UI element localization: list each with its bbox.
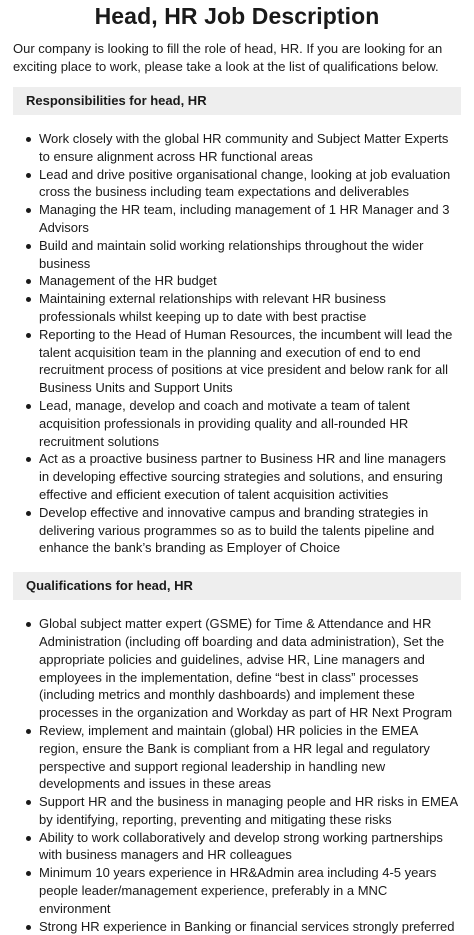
list-item: Review, implement and maintain (global) HR policies in the EMEA region, ensure the Bank is compliant from a HR legal and regulatory perspective and support regional leadership in handling new developments and issues in these areas <box>39 722 461 793</box>
responsibilities-list <box>13 130 461 557</box>
list-item: Management of the HR budget <box>39 272 461 290</box>
qualifications-heading: Qualifications for head, HR <box>13 572 461 600</box>
list-item: Maintaining external relationships with relevant HR business professionals whilst keeping up to date with best practise <box>39 290 461 326</box>
list-item: Act as a proactive business partner to Business HR and line managers in developing effective sourcing strategies and solutions, and ensuring effective and efficient execution of talent acquisition activities <box>39 450 461 503</box>
qualifications-list <box>13 615 461 935</box>
list-item: Minimum 10 years experience in HR&Admin area including 4-5 years people leader/management experience, preferably in a MNC environment <box>39 864 461 917</box>
responsibilities-heading: Responsibilities for head, HR <box>13 87 461 115</box>
list-item: Work closely with the global HR community and Subject Matter Experts to ensure alignment across HR functional areas <box>39 130 461 166</box>
list-item: Managing the HR team, including management of 1 HR Manager and 3 Advisors <box>39 201 461 237</box>
list-item: Develop effective and innovative campus and branding strategies in delivering various programmes so as to build the talents pipeline and enhance the bank’s branding as Employer of Choice <box>39 504 461 557</box>
list-item: Ability to work collaboratively and develop strong working partnerships with business managers and HR colleagues <box>39 829 461 865</box>
list-item: Build and maintain solid working relationships throughout the wider business <box>39 237 461 273</box>
list-item: Lead, manage, develop and coach and motivate a team of talent acquisition professionals in providing quality and all-rounded HR recruitment solutions <box>39 397 461 450</box>
list-item: Support HR and the business in managing people and HR risks in EMEA by identifying, reporting, preventing and mitigating these risks <box>39 793 461 829</box>
intro-text: Our company is looking to fill the role of head, HR. If you are looking for an exciting place to work, please take a look at the list of qualifications below. <box>13 41 443 74</box>
page-title: Head, HR Job Description <box>94 3 380 29</box>
list-item: Global subject matter expert (GSME) for Time & Attendance and HR Administration (including off boarding and data administration), Set the appropriate policies and guidelines, advise HR, Line managers and employees in the implementation, define “best in class” processes (including metrics and monthly dashboards) and implement these processes in the organization and Workday as part of HR Next Program <box>39 615 461 722</box>
list-item: Lead and drive positive organisational change, looking at job evaluation cross the business including team expectations and deliverables <box>39 166 461 202</box>
list-item: Strong HR experience in Banking or financial services strongly preferred <box>39 918 461 935</box>
list-item: Reporting to the Head of Human Resources, the incumbent will lead the talent acquisition team in the planning and execution of end to end recruitment process of positions at vice president and below rank for all Business Units and Support Units <box>39 326 461 397</box>
